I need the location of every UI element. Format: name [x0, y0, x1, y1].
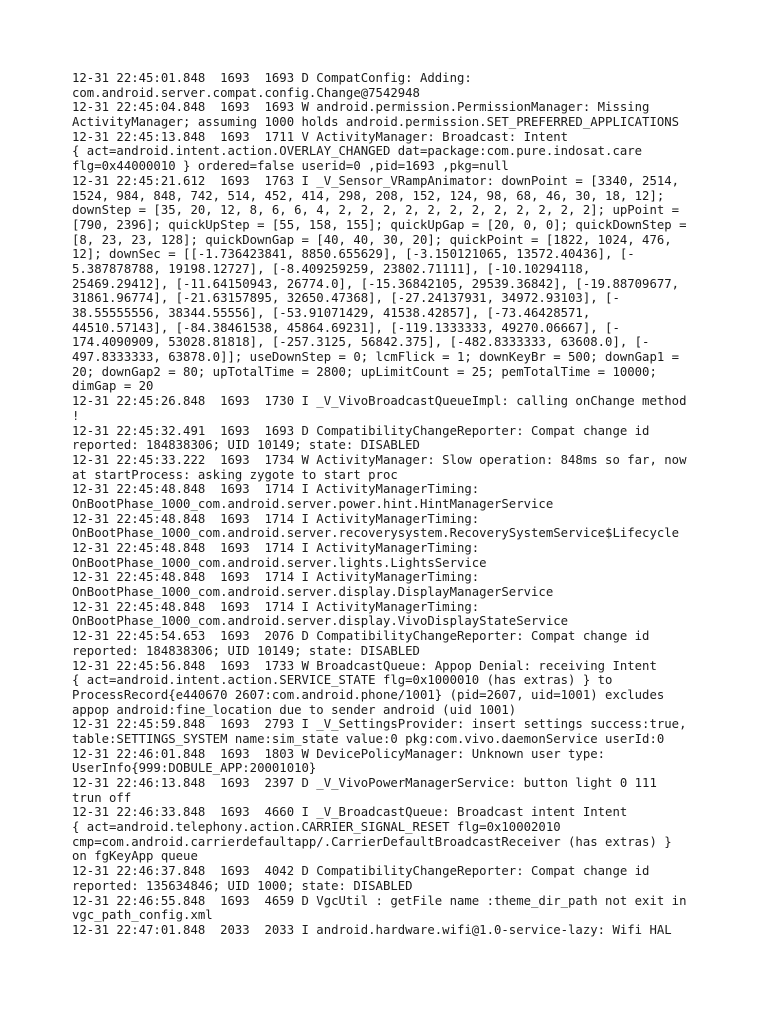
log-line: OnBootPhase_1000_com.android.server.display.DisplayManagerService	[72, 585, 554, 600]
log-line: 31861.96774], [-21.63157895, 32650.47368], [-27.24137931, 34972.93103], [-	[72, 291, 620, 306]
log-line: 497.8333333, 63878.0]]; useDownStep = 0; lcmFlick = 1; downKeyBr = 500; downGap1 =	[72, 350, 680, 365]
log-line: reported: 184838306; UID 10149; state: DISABLED	[72, 438, 420, 453]
log-line: appop android:fine_location due to sender android (uid 1001)	[72, 702, 517, 717]
log-line: 12-31 22:46:37.848 1693 4042 D CompatibilityChangeReporter: Compat change id	[72, 864, 650, 879]
log-line: 12-31 22:45:48.848 1693 1714 I ActivityManagerTiming:	[72, 541, 480, 555]
log-line: !	[72, 408, 80, 423]
log-line: 12-31 22:45:26.848 1693 1730 I _V_VivoBroadcastQueueImpl: calling onChange method	[72, 394, 687, 409]
log-line: 12-31 22:45:21.612 1693 1763 I _V_Sensor_VRampAnimator: downPoint = [3340, 2514,	[72, 173, 680, 188]
log-line: 12-31 22:45:32.491 1693 1693 D CompatibilityChangeReporter: Compat change id	[72, 423, 650, 438]
log-line: dimGap = 20	[72, 379, 154, 394]
log-line: 44510.57143], [-84.38461538, 45864.69231], [-119.1333333, 49270.06667], [-	[72, 320, 620, 335]
log-line: 12-31 22:45:04.848 1693 1693 W android.permission.PermissionManager: Missing	[72, 100, 650, 115]
log-line: at startProcess: asking zygote to start proc	[72, 467, 398, 482]
log-line: 12-31 22:45:33.222 1693 1734 W ActivityManager: Slow operation: 848ms so far, now	[72, 452, 687, 467]
log-line: 12-31 22:45:54.653 1693 2076 D CompatibilityChangeReporter: Compat change id	[72, 629, 650, 644]
log-line: 25469.29412], [-11.64150943, 26774.0], [-15.36842105, 29539.36842], [-19.88709677,	[72, 276, 680, 291]
log-line: 174.4090909, 53028.81818], [-257.3125, 56842.375], [-482.8333333, 63608.0], [-	[72, 335, 650, 350]
log-line: 12-31 22:45:48.848 1693 1714 I ActivityManagerTiming:	[72, 482, 480, 497]
log-line: flg=0x44000010 } ordered=false userid=0 ,pid=1693 ,pkg=null	[72, 159, 509, 174]
log-line: 12-31 22:45:48.848 1693 1714 I ActivityManagerTiming:	[72, 599, 480, 614]
log-line: 38.55555556, 38344.55556], [-53.91071429, 41538.42857], [-73.46428571,	[72, 306, 591, 320]
log-line: 12-31 22:45:59.848 1693 2793 I _V_SettingsProvider: insert settings success:true,	[72, 717, 687, 732]
log-line: cmp=com.android.carrierdefaultapp/.CarrierDefaultBroadcastReceiver (has extras) }	[72, 834, 672, 849]
log-line: 12-31 22:46:01.848 1693 1803 W DevicePolicyManager: Unknown user type:	[72, 746, 606, 761]
log-line: com.android.server.compat.config.Change@7542948	[72, 85, 420, 100]
log-line: downStep = [35, 20, 12, 8, 6, 6, 4, 2, 2, 2, 2, 2, 2, 2, 2, 2, 2, 2, 2]; upPoint =	[72, 203, 680, 218]
log-line: 12-31 22:46:13.848 1693 2397 D _V_VivoPowerManagerService: button light 0 111	[72, 776, 657, 790]
log-line: OnBootPhase_1000_com.android.server.display.VivoDisplayStateService	[72, 614, 569, 629]
log-line: reported: 135634846; UID 1000; state: DISABLED	[72, 878, 413, 893]
log-line: { act=android.intent.action.OVERLAY_CHANGED dat=package:com.pure.indosat.care	[72, 144, 643, 159]
log-line: 5.387878788, 19198.12727], [-8.409259259, 23802.71111], [-10.10294118,	[72, 261, 591, 276]
log-line: OnBootPhase_1000_com.android.server.power.hint.HintManagerService	[72, 496, 554, 511]
log-line: 12-31 22:47:01.848 2033 2033 I android.hardware.wifi@1.0-service-lazy: Wifi HAL	[72, 922, 672, 937]
log-text-block	[72, 71, 702, 938]
log-line: on fgKeyApp queue	[72, 849, 198, 864]
log-line: 12-31 22:45:56.848 1693 1733 W BroadcastQueue: Appop Denial: receiving Intent	[72, 658, 657, 673]
log-line: 12-31 22:45:48.848 1693 1714 I ActivityManagerTiming:	[72, 511, 480, 526]
log-line: [790, 2396]; quickUpStep = [55, 158, 155]; quickUpGap = [20, 0, 0]; quickDownStep =	[72, 217, 687, 232]
log-line: table:SETTINGS_SYSTEM name:sim_state value:0 pkg:com.vivo.daemonService userId:0	[72, 731, 665, 746]
log-line: vgc_path_config.xml	[72, 908, 213, 923]
log-line: 12]; downSec = [[-1.736423841, 8850.655629], [-3.150121065, 13572.40436], [-	[72, 247, 635, 262]
log-line: 12-31 22:45:13.848 1693 1711 V ActivityManager: Broadcast: Intent	[72, 129, 569, 144]
log-line: OnBootPhase_1000_com.android.server.lights.LightsService	[72, 555, 487, 570]
log-line: { act=android.intent.action.SERVICE_STATE flg=0x1000010 (has extras) } to	[72, 673, 613, 688]
log-line: trun off	[72, 790, 132, 805]
log-line: 12-31 22:46:55.848 1693 4659 D VgcUtil : getFile name :theme_dir_path not exit in	[72, 893, 687, 908]
log-line: 1524, 984, 848, 742, 514, 452, 414, 298, 208, 152, 124, 98, 68, 46, 30, 18, 12];	[72, 188, 665, 203]
log-line: 12-31 22:45:01.848 1693 1693 D CompatConfig: Adding:	[72, 71, 472, 85]
log-line: { act=android.telephony.action.CARRIER_SIGNAL_RESET flg=0x10002010	[72, 820, 561, 835]
log-line: 20; downGap2 = 80; upTotalTime = 2800; upLimitCount = 25; pemTotalTime = 10000;	[72, 364, 657, 379]
log-line: OnBootPhase_1000_com.android.server.recoverysystem.RecoverySystemService$Lifecycle	[72, 526, 680, 541]
log-line: 12-31 22:45:48.848 1693 1714 I ActivityManagerTiming:	[72, 570, 480, 585]
log-line: UserInfo{999:DOBULE_APP:20001010}	[72, 761, 317, 776]
log-line: 12-31 22:46:33.848 1693 4660 I _V_BroadcastQueue: Broadcast intent Intent	[72, 805, 628, 820]
log-line: reported: 184838306; UID 10149; state: DISABLED	[72, 643, 420, 658]
log-line: [8, 23, 23, 128]; quickDownGap = [40, 40, 30, 20]; quickPoint = [1822, 1024, 476,	[72, 232, 672, 247]
log-line: ActivityManager; assuming 1000 holds android.permission.SET_PREFERRED_APPLICATIONS	[72, 115, 680, 130]
log-line: ProcessRecord{e440670 2607:com.android.phone/1001} (pid=2607, uid=1001) excludes	[72, 687, 665, 702]
